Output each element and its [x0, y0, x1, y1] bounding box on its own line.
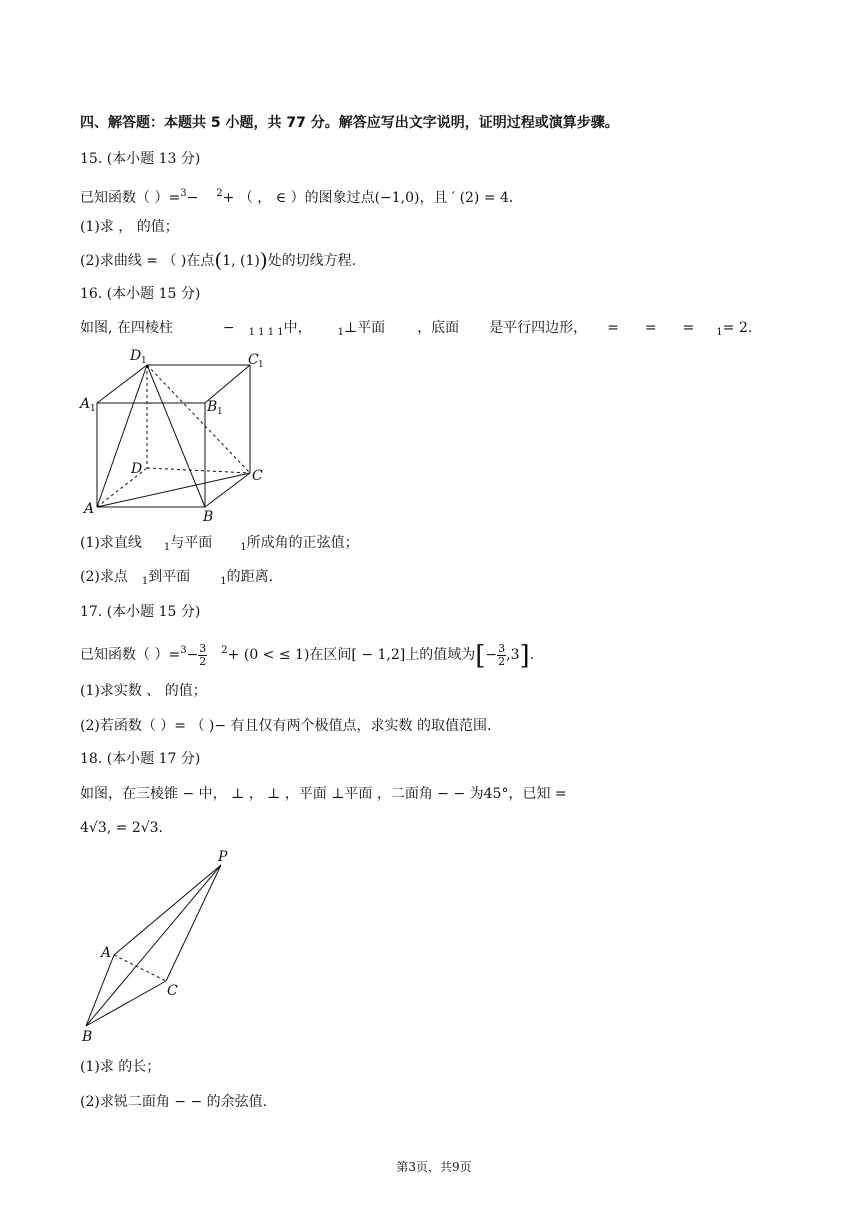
- q18-stem-line1: 如图，在三棱锥 − 中， ⊥ ， ⊥ ，平面 ⊥平面 ，二面角 − − 为45°，已知 =: [80, 786, 567, 802]
- q18-part2: (2)求锐二面角 − − 的余弦值.: [80, 1094, 268, 1110]
- q15-part2: (2)求曲线 = （ )在点(1, (1))处的切线方程.: [80, 248, 357, 272]
- label-P: P: [218, 849, 228, 865]
- svg-text:1: 1: [258, 360, 264, 370]
- prism-figure: [78, 345, 278, 525]
- q17-part1: (1)求实数 、 的值；: [80, 683, 207, 699]
- q18-stem-line2: 4√3, = 2√3.: [80, 820, 164, 836]
- section-header: 四、解答题：本题共 5 小题，共 77 分。解答应写出文字说明，证明过程或演算步骤。: [80, 115, 619, 131]
- label-C: C: [167, 983, 178, 999]
- label-A: A: [84, 501, 95, 517]
- q16-part1: (1)求直线 $_1$与平面 $_1$所成角的正弦值；: [80, 535, 359, 553]
- label-B: B: [82, 1029, 93, 1045]
- q18-part1: (1)求 的长；: [80, 1059, 161, 1075]
- q16-stem: 如图, 在四棱柱 − $_{1 1 1 1}$中， $_1$⊥平面 ，底面 是平行四边形， = = = $_1$= 2.: [80, 320, 753, 338]
- pyramid-figure: [78, 848, 248, 1048]
- label-D1: D: [130, 348, 142, 364]
- svg-text:1: 1: [141, 356, 147, 366]
- label-B: B: [203, 509, 214, 525]
- label-C1: C: [248, 352, 259, 368]
- q18-title: 18. (本小题 17 分): [80, 751, 201, 767]
- page-footer: 第3页，共9页: [396, 1160, 472, 1174]
- label-B1: B: [207, 399, 218, 415]
- q17-part2: (2)若函数（ ）= （ )− 有且仅有两个极值点，求实数 的取值范围.: [80, 718, 492, 734]
- q15-part1: (1)求 ， 的值；: [80, 219, 179, 235]
- q17-title: 17. (本小题 15 分): [80, 604, 201, 620]
- label-C: C: [252, 468, 263, 484]
- q16-title: 16. (本小题 15 分): [80, 286, 201, 302]
- q15-stem: 已知函数（ ）=$^3$− $^2$+ （ ， ∈ ）的图象过点(−1,0)，且 ′ (2) = 4.: [80, 188, 514, 206]
- label-D: D: [131, 461, 143, 477]
- svg-text:1: 1: [90, 404, 96, 414]
- q15-title: 15. (本小题 13 分): [80, 151, 201, 167]
- label-A: A: [101, 945, 112, 961]
- q16-part2: (2)求点 $_1$到平面 $_1$的距离.: [80, 569, 274, 587]
- svg-text:1: 1: [217, 407, 223, 417]
- label-A1: A: [80, 396, 91, 412]
- q17-stem: 已知函数（ ）=$^3$− $\frac{3}{2}$ $^2$+ (0 < ≤ 1)在区间[ − 1,2]上的值域为[− $\frac{3}{2}$ ,3].: [80, 641, 535, 671]
